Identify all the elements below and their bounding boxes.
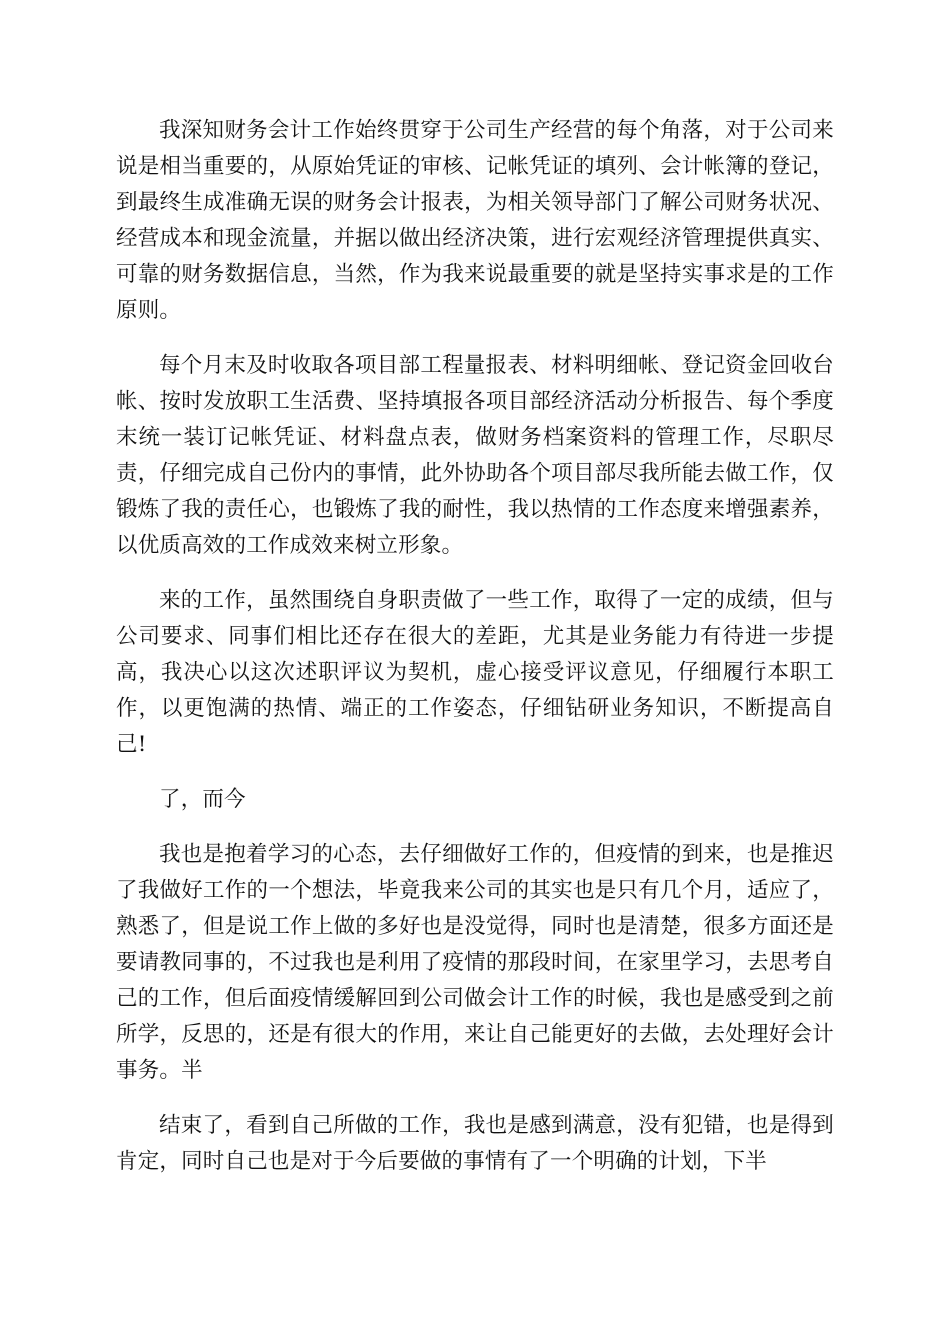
document-body xyxy=(116,113,834,1199)
paragraph-4: 了，而今 xyxy=(159,787,246,812)
paragraph-2: 每个月末及时收取各项目部工程量报表、材料明细帐、登记资金回收台帐、按时发放职工生活费、坚持填报各项目部经济活动分析报告、每个季度末统一装订记帐凭证、材料盘点表，做财务档案资料的管理工作，尽职尽责，仔细完成自己份内的事情，此外协助各个项目部尽我所能去做工作，仅锻炼了我的责任心，也锻炼了我的耐性，我以热情的工作态度来增强素养，以优质高效的工作成效来树立形象。 xyxy=(116,353,834,558)
paragraph-1: 我深知财务会计工作始终贯穿于公司生产经营的每个角落，对于公司来说是相当重要的，从原始凭证的审核、记帐凭证的填列、会计帐簿的登记，到最终生成准确无误的财务会计报表，为相关领导部门了解公司财务状况、经营成本和现金流量，并据以做出经济决策，进行宏观经济管理提供真实、可靠的财务数据信息，当然，作为我来说最重要的就是坚持实事求是的工作原则。 xyxy=(116,118,834,323)
paragraph-6: 结束了，看到自己所做的工作，我也是感到满意，没有犯错，也是得到肯定，同时自己也是对于今后要做的事情有了一个明确的计划，下半 xyxy=(116,1113,834,1174)
paragraph-5: 我也是抱着学习的心态，去仔细做好工作的，但疫情的到来，也是推迟了我做好工作的一个想法，毕竟我来公司的其实也是只有几个月，适应了，熟悉了，但是说工作上做的多好也是没觉得，同时也是清楚，很多方面还是要请教同事的，不过我也是利用了疫情的那段时间，在家里学习，去思考自己的工作，但后面疫情缓解回到公司做会计工作的时候，我也是感受到之前所学，反思的，还是有很大的作用，来让自己能更好的去做，去处理好会计事务。半 xyxy=(116,842,834,1083)
paragraph-3: 来的工作，虽然围绕自身职责做了一些工作，取得了一定的成绩，但与公司要求、同事们相比还存在很大的差距，尤其是业务能力有待进一步提高，我决心以这次述职评议为契机，虚心接受评议意见，仔细履行本职工作，以更饱满的热情、端正的工作姿态，仔细钻研业务知识，不断提高自己! xyxy=(116,588,834,757)
